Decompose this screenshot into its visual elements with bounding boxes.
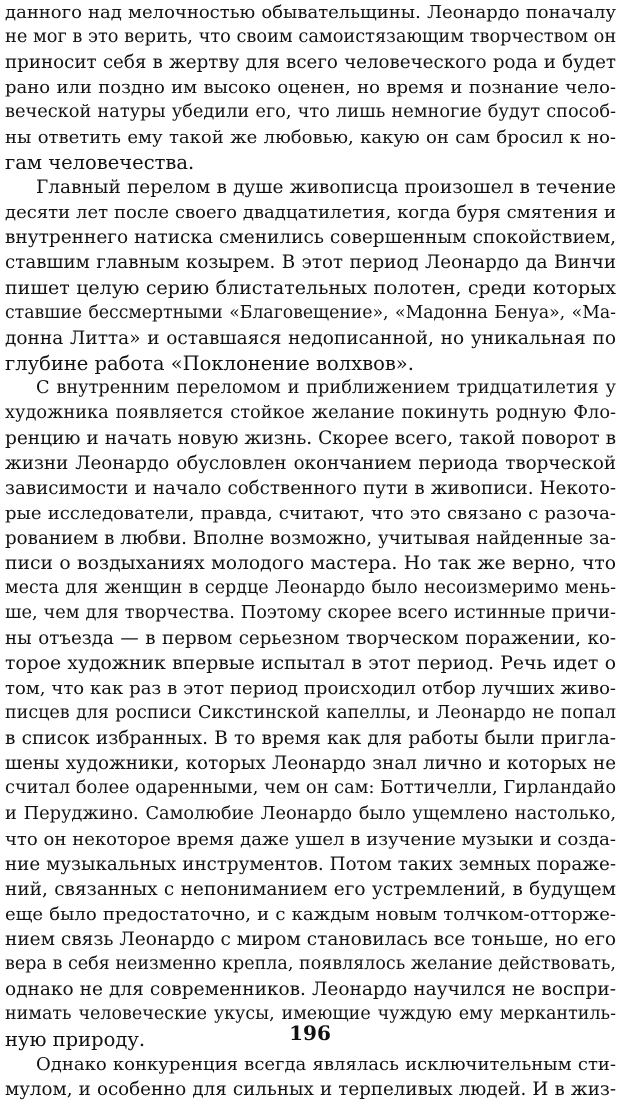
text-line: жизни Леонардо обусловлен окончанием периода творческой <box>5 452 616 474</box>
text-line: десяти лет после своего двадцатилетия, когда буря смятения и <box>5 202 616 224</box>
text-line: донна Литта» и оставшаяся недописанной, но уникальная по <box>5 327 616 349</box>
text-line: ны ответить ему такой же любовью, какую он сам бросил к но- <box>5 127 616 149</box>
text-line: рованием в любви. Вполне возможно, учитывая найденные за- <box>5 527 616 549</box>
text-line: мулом, и особенно для сильных и терпеливых людей. И в жиз- <box>5 1079 616 1101</box>
text-line: писцев для росписи Сикстинской капеллы, и Леонардо не попал <box>5 703 616 724</box>
text-line: еще было предостаточно, и с каждым новым толчком-отторже- <box>5 903 616 925</box>
text-line: ний, связанных с непониманием его устремлений, в будущем <box>5 878 616 900</box>
text-line: ше, чем для творчества. Поэтому скорее всего истинные причи- <box>5 603 616 624</box>
text-line: ставшие бессмертными «Благовещение», «Мадонна Бенуа», «Ма- <box>5 302 616 323</box>
text-line: ную природу. <box>5 1027 146 1051</box>
text-line: ренцию и начать новую жизнь. Скорее всего, такой поворот в <box>5 427 616 449</box>
text-line: художника появляется стойкое желание покинуть родную Фло- <box>5 402 616 423</box>
text-line: шены художники, которых Леонардо знал лично и которых не <box>5 753 616 775</box>
text-line: Главный перелом в душе живописца произошел в течение <box>36 177 616 199</box>
text-line: писи о воздыханиях молодого мастера. Но так же верно, что <box>5 553 616 575</box>
text-line: том, что как раз в этот период происходил отбор лучших живо- <box>5 678 616 700</box>
text-line: торое художник впервые испытал в этот период. Речь идет о <box>5 653 616 675</box>
page-number: 196 <box>289 1021 331 1045</box>
text-line: однако не для современников. Леонардо научился не воспри- <box>5 978 616 1000</box>
text-line: ставшим главным козырем. В этот период Леонардо да Винчи <box>5 252 616 274</box>
text-line: считал более одаренными, чем он сам: Боттичелли, Гирландайо <box>5 778 616 799</box>
text-line: глубине работа «Поклонение волхвов». <box>5 351 414 375</box>
text-line: нимать человеческие укусы, имеющие чуждую ему меркантиль- <box>5 1003 616 1024</box>
text-line: рано или поздно им высоко оценен, но время и познание чело- <box>5 77 616 99</box>
text-line: внутреннего натиска сменились совершенным спокойствием, <box>5 227 616 249</box>
text-line: не мог в это верить, что своим самоистязающим творчеством он <box>5 27 617 48</box>
text-line: ние музыкальных инструментов. Потом таких земных пораже- <box>5 853 616 875</box>
text-line: в список избранных. В то время как для работы были пригла- <box>5 728 616 750</box>
text-line: данного над мелочностью обывательщины. Леонардо поначалу <box>5 2 616 23</box>
text-line: веческой натуры убедили его, что лишь немногие будут способ- <box>5 102 616 123</box>
text-line: нием связь Леонардо с миром становилась все тоньше, но его <box>5 928 617 950</box>
text-line: вера в себя неизменно крепла, появлялось желание действовать, <box>5 953 616 974</box>
text-line: гам человечества. <box>5 151 195 175</box>
text-line: зависимости и начало собственного пути в живописи. Некото- <box>5 477 616 499</box>
text-line: пишет целую серию блистательных полотен, среди которых <box>5 276 616 299</box>
text-line: Однако конкуренция всегда являлась исключительным сти- <box>36 1053 616 1075</box>
text-line: и Перуджино. Самолюбие Леонардо было ущемлено настолько, <box>5 803 616 824</box>
text-line: рые исследователи, правда, считают, что это связано с разоча- <box>5 502 616 524</box>
text-line: что он некоторое время даже ушел в изучение музыки и созда- <box>5 828 616 850</box>
text-line: приносит себя в жертву для всего человеческого рода и будет <box>5 52 616 74</box>
text-line: ны отъезда — в первом серьезном творческом поражении, ко- <box>5 628 616 650</box>
text-line: места для женщин в сердце Леонардо было несоизмеримо мень- <box>5 578 616 599</box>
text-line: С внутренним переломом и приближением тридцатилетия у <box>36 377 616 398</box>
